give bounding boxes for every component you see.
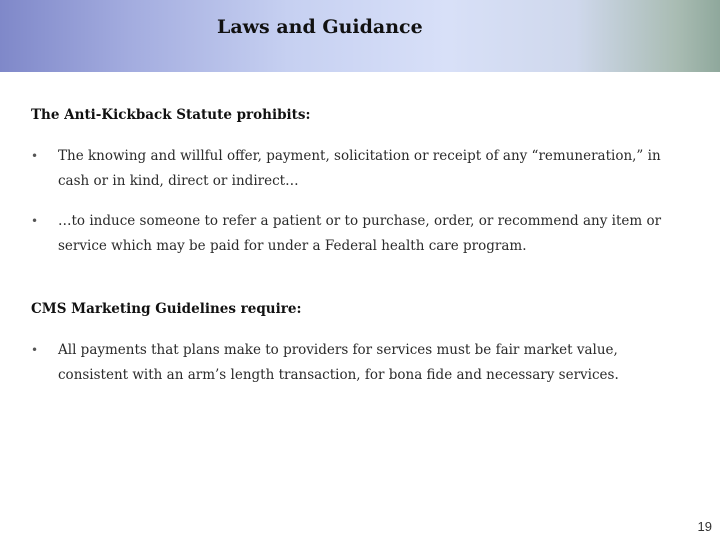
list-item (31, 144, 681, 194)
list-item (31, 209, 681, 259)
slide-content (31, 104, 681, 388)
bullet-text: All payments that plans make to providers for services must be fair market value, consistent with an arm’s length transaction, for bona fide and necessary services. (58, 342, 619, 383)
bullet-icon: • (31, 343, 39, 357)
slide-title: Laws and Guidance (217, 16, 423, 38)
bullet-text: The knowing and willful offer, payment, solicitation or receipt of any “remuneration,” in cash or in kind, direct or indirect… (58, 148, 661, 189)
bullet-icon: • (31, 214, 39, 228)
section-heading-anti-kickback: The Anti-Kickback Statute prohibits: (31, 107, 311, 123)
list-item (31, 338, 681, 388)
bullet-icon: • (31, 149, 39, 163)
anti-kickback-bullet-list (31, 144, 681, 259)
title-band (0, 0, 720, 72)
section-heading-cms-guidelines: CMS Marketing Guidelines require: (31, 301, 302, 317)
bullet-text: …to induce someone to refer a patient or to purchase, order, or recommend any item or service which may be paid for under a Federal health care program. (58, 213, 662, 254)
cms-guidelines-bullet-list (31, 338, 681, 388)
page-number: 19 (697, 519, 712, 534)
